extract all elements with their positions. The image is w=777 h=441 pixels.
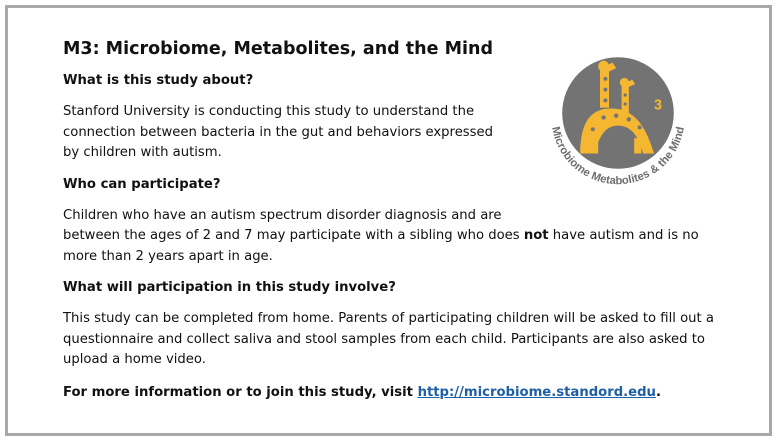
page-title: M3: Microbiome, Metabolites, and the Mind — [63, 39, 493, 59]
more-info — [63, 383, 723, 404]
who-text-line2-start: between the ages of 2 and 7 may participate with a sibling who does — [63, 228, 524, 243]
who-text-line1: Children who have an autism spectrum disorder diagnosis and are — [63, 207, 502, 223]
more-info-text: For more information or to join this study, visit — [63, 384, 418, 400]
logo-ring-text-path: Microbiome Metabolites & the Mind — [549, 125, 687, 188]
flyer-frame — [5, 5, 772, 436]
logo-graphic — [528, 32, 708, 212]
about-text: Stanford University is conducting this study to understand the connection between bacteria in the gut and behaviors expressed by children with autism. — [63, 104, 494, 160]
involve-heading: What will participation in this study involve? — [63, 280, 396, 295]
more-info-end: . — [655, 384, 661, 400]
logo-number: 3 — [654, 97, 663, 114]
involve-text: This study can be completed from home. Parents of participating children will be asked to fill out a questionnaire and collect saliva and stool samples from each child. Participants are also asked to upload a home video. — [63, 311, 714, 367]
who-heading: Who can participate? — [63, 176, 221, 192]
who-text-emphasis: not — [523, 228, 549, 243]
study-link[interactable]: http://microbiome.standord.edu — [417, 384, 656, 400]
m3-logo — [528, 32, 708, 212]
who-text — [63, 206, 723, 268]
who-text-line2-end: have autism and is no more than 2 years apart in age. — [63, 228, 699, 264]
about-heading: What is this study about? — [63, 73, 254, 88]
